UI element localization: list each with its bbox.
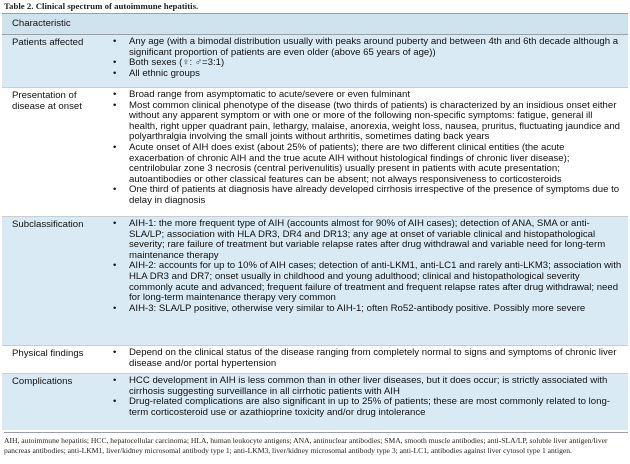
bullet-icon: • <box>113 89 117 100</box>
list-item: • All ethnic groups <box>109 69 622 80</box>
list-item: • Acute onset of AIH does exist (about 25% of patients); there are two different clinical entities (the acute exacerbation of chronic AIH and the true acute AIH without histological findings of chronic liver disease); centrilobular zone 3 necrosis (central perivenulitis) usually present in patients with acute presentation; autoantibodies or other classical features can be absent; not always responsiveness to corticosteroids <box>109 143 622 185</box>
bullet-icon: • <box>113 141 117 153</box>
table-caption: Table 2. Clinical spectrum of autoimmune hepatitis. <box>4 1 199 11</box>
bullet-icon: • <box>113 375 117 386</box>
bullet-icon: • <box>113 218 117 229</box>
bullet-icon: • <box>113 184 117 196</box>
row-label: Complications <box>12 376 73 387</box>
list-item: • HCC development in AIH is less common than in other liver diseases, but it does occur; is strictly associated with cirrhosis suggesting surveillance in all cirrhotic patients with AIH <box>109 376 622 397</box>
list-item: • Any age (with a bimodal distribution usually with peaks around puberty and between 4th and 6th decade although a significant proportion of patients are even older (above 65 years of age)) <box>109 37 622 58</box>
row-content <box>109 88 628 216</box>
bullet-icon: • <box>113 302 117 314</box>
row-content <box>109 374 628 430</box>
table-row <box>2 217 628 346</box>
list-item: • Broad range from asymptomatic to acute/severe or even fulminant <box>109 90 622 101</box>
table-row <box>2 374 628 430</box>
table-row <box>2 88 628 217</box>
bullet-icon: • <box>113 260 117 272</box>
list-item: • Drug-related complications are also significant in up to 25% of patients; these are most commonly related to long-term corticosteroid use or azathioprine toxicity and/or drug intolerance <box>109 397 622 418</box>
table-header-row <box>2 14 628 35</box>
row-content <box>109 217 628 345</box>
row-label: Subclassification <box>12 219 84 230</box>
bullet-icon: • <box>113 347 117 358</box>
row-content <box>109 35 628 87</box>
bullet-icon: • <box>113 99 117 111</box>
list-item: • AIH-3: SLA/LP positive, otherwise very similar to AIH-1; often Ro52-antibody positive. Possibly more severe <box>109 304 622 315</box>
row-content <box>109 346 628 373</box>
list-item: • Most common clinical phenotype of the disease (two thirds of patients) is characterized by an insidious onset either without any apparent symptom or with one or more of the following non-specific symptoms: fatigue, general ill health, right upper quadrant pain, lethargy, malaise, anorexia, weight loss, nausea, pruritus, fluctuating jaundice and polyarthralgia involving the small joints without arthritis, sometimes dating back years <box>109 101 622 143</box>
list-item: • AIH-2: accounts for up to 10% of AIH cases; detection of anti-LKM1, anti-LC1 and rarely anti-LKM3; association with HLA DR3 and DR7; onset usually in childhood and young adulthood; clinical and histopathological severity commonly acute and advanced; frequent failure of treatment and frequent relapse rates after drug withdrawal; need for long-term maintenance therapy very common <box>109 261 622 303</box>
bullet-icon: • <box>113 57 117 69</box>
table-footnote: AIH, autoimmune hepatitis; HCC, hepatocellular carcinoma; HLA, human leukocyte antigens; ANA, antinuclear antibodies; SMA, smooth muscle antibodies; anti-SLA/LP, soluble liver antigen/liver pancreas antibodies; anti-LKM1, liver/kidney microsomal antibody type 1; anti-LKM3, liver/kidney microsomal antibody type 3; anti-LC1, antibodies against liver cytosol type 1 antigen. <box>4 432 628 456</box>
table-row <box>2 35 628 88</box>
clinical-spectrum-table <box>2 13 628 430</box>
table-row <box>2 346 628 374</box>
list-item: • AIH-1: the more frequent type of AIH (accounts almost for 90% of AIH cases); detection of ANA, SMA or anti-SLA/LP; association with HLA DR3, DR4 and DR13; any age at onset of variable clinical and histopathological severity; rare failure of treatment but variable relapse rates after drug withdrawal and variable need for long-term maintenance therapy <box>109 219 622 261</box>
header-characteristic: Characteristic <box>12 18 71 29</box>
row-label: Patients affected <box>12 37 84 48</box>
list-item: • Both sexes (♀: ♂=3:1) <box>109 58 622 69</box>
list-item: • Depend on the clinical status of the disease ranging from completely normal to signs and symptoms of chronic liver disease and/or portal hypertension <box>109 348 622 369</box>
bullet-icon: • <box>113 67 117 79</box>
list-item: • One third of patients at diagnosis have already developed cirrhosis irrespective of the presence of symptoms due to delay in diagnosis <box>109 185 622 206</box>
row-label: Presentation of disease at onset <box>12 90 82 112</box>
bullet-icon: • <box>113 36 117 47</box>
row-label: Physical findings <box>12 348 84 359</box>
bullet-icon: • <box>113 396 117 408</box>
